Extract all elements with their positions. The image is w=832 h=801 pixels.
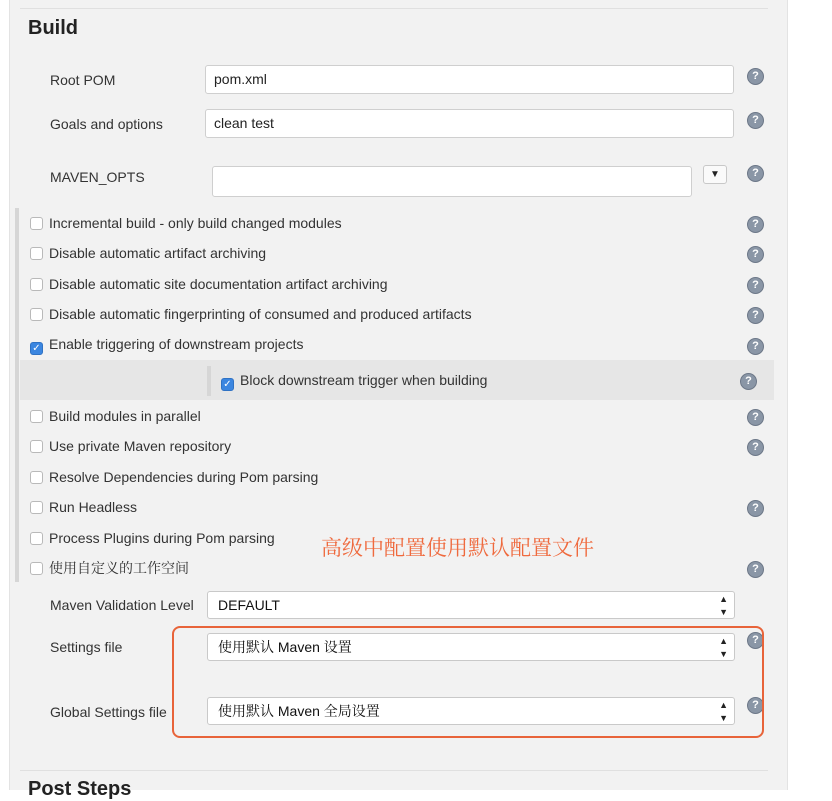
checkbox-row[interactable] bbox=[30, 497, 137, 517]
checkbox-label: Incremental build - only build changed modules bbox=[49, 215, 342, 231]
section-title-post-steps: Post Steps bbox=[28, 778, 132, 800]
settings-file-label: Settings file bbox=[50, 639, 123, 655]
checkbox-row[interactable] bbox=[30, 467, 318, 487]
help-icon[interactable]: ? bbox=[747, 500, 764, 517]
checkbox-row[interactable] bbox=[30, 243, 266, 263]
checkbox-label: 使用自定义的工作空间 bbox=[49, 560, 189, 576]
help-icon[interactable]: ? bbox=[747, 112, 764, 129]
help-icon[interactable]: ? bbox=[747, 697, 764, 714]
checkbox-label: Block downstream trigger when building bbox=[240, 372, 488, 388]
help-icon[interactable]: ? bbox=[747, 561, 764, 578]
checkbox-row[interactable] bbox=[30, 528, 275, 548]
checkbox[interactable] bbox=[30, 410, 43, 423]
help-icon[interactable]: ? bbox=[747, 307, 764, 324]
checkbox[interactable] bbox=[30, 532, 43, 545]
goals-label: Goals and options bbox=[50, 116, 163, 132]
maven-opts-input[interactable] bbox=[212, 166, 692, 197]
validation-level-select[interactable] bbox=[207, 591, 735, 619]
checkbox-label: Use private Maven repository bbox=[49, 438, 232, 454]
checkbox-label: Disable automatic artifact archiving bbox=[49, 245, 267, 261]
settings-highlight-box bbox=[172, 626, 764, 738]
help-icon[interactable]: ? bbox=[747, 409, 764, 426]
checkbox[interactable] bbox=[30, 440, 43, 453]
checkbox-label: Disable automatic fingerprinting of consumed and produced artifacts bbox=[49, 306, 472, 322]
maven-opts-label: MAVEN_OPTS bbox=[50, 169, 145, 185]
checkbox-row[interactable] bbox=[30, 213, 342, 233]
help-icon[interactable]: ? bbox=[747, 277, 764, 294]
checkbox-label: Enable triggering of downstream projects bbox=[49, 336, 304, 352]
checkbox-checked[interactable]: ✓ bbox=[221, 378, 234, 391]
goals-input[interactable]: clean test bbox=[205, 109, 734, 138]
select-value: DEFAULT bbox=[218, 597, 280, 613]
checkbox[interactable] bbox=[30, 278, 43, 291]
checkbox-row[interactable] bbox=[30, 558, 189, 578]
checkbox-row[interactable] bbox=[221, 370, 487, 390]
checkbox-label: Resolve Dependencies during Pom parsing bbox=[49, 469, 319, 485]
top-divider bbox=[20, 8, 768, 9]
help-icon[interactable]: ? bbox=[747, 632, 764, 649]
checkbox-row[interactable] bbox=[30, 274, 388, 294]
checkbox-row[interactable] bbox=[30, 334, 303, 354]
checkbox-label: Build modules in parallel bbox=[49, 408, 201, 424]
help-icon[interactable]: ? bbox=[747, 216, 764, 233]
select-arrows-icon: ▲ ▼ bbox=[719, 594, 728, 617]
checkbox[interactable] bbox=[30, 562, 43, 575]
checkbox[interactable] bbox=[30, 501, 43, 514]
select-arrows-icon: ▲ ▼ bbox=[719, 700, 728, 723]
checkbox[interactable] bbox=[30, 247, 43, 260]
checkbox[interactable] bbox=[30, 217, 43, 230]
global-settings-file-label: Global Settings file bbox=[50, 704, 167, 720]
suboption-group-bar bbox=[207, 366, 211, 396]
help-icon[interactable]: ? bbox=[747, 165, 764, 182]
select-value: 使用默认 Maven 全局设置 bbox=[218, 703, 380, 719]
help-icon[interactable]: ? bbox=[747, 338, 764, 355]
help-icon[interactable]: ? bbox=[747, 246, 764, 263]
checkbox-row[interactable] bbox=[30, 436, 231, 456]
checkbox-label: Disable automatic site documentation artifact archiving bbox=[49, 276, 388, 292]
checkbox[interactable] bbox=[30, 308, 43, 321]
root-pom-label: Root POM bbox=[50, 72, 116, 88]
advanced-group-bar bbox=[15, 208, 19, 582]
checkbox-row[interactable] bbox=[30, 406, 201, 426]
checkbox[interactable] bbox=[30, 471, 43, 484]
help-icon[interactable]: ? bbox=[747, 68, 764, 85]
help-icon[interactable]: ? bbox=[747, 439, 764, 456]
checkbox-checked[interactable]: ✓ bbox=[30, 342, 43, 355]
checkbox-label: Run Headless bbox=[49, 499, 137, 515]
section-title-build: Build bbox=[28, 17, 78, 39]
section-divider bbox=[20, 770, 768, 771]
checkbox-label: Process Plugins during Pom parsing bbox=[49, 530, 275, 546]
checkbox-row[interactable] bbox=[30, 304, 472, 324]
help-icon[interactable]: ? bbox=[740, 373, 757, 390]
select-arrows-icon: ▲ ▼ bbox=[719, 636, 728, 659]
expand-arrow-button[interactable]: ▼ bbox=[703, 165, 727, 184]
annotation-text: 高级中配置使用默认配置文件 bbox=[321, 536, 594, 560]
root-pom-input[interactable]: pom.xml bbox=[205, 65, 734, 94]
select-value: 使用默认 Maven 设置 bbox=[218, 639, 352, 655]
validation-level-label: Maven Validation Level bbox=[50, 597, 194, 613]
